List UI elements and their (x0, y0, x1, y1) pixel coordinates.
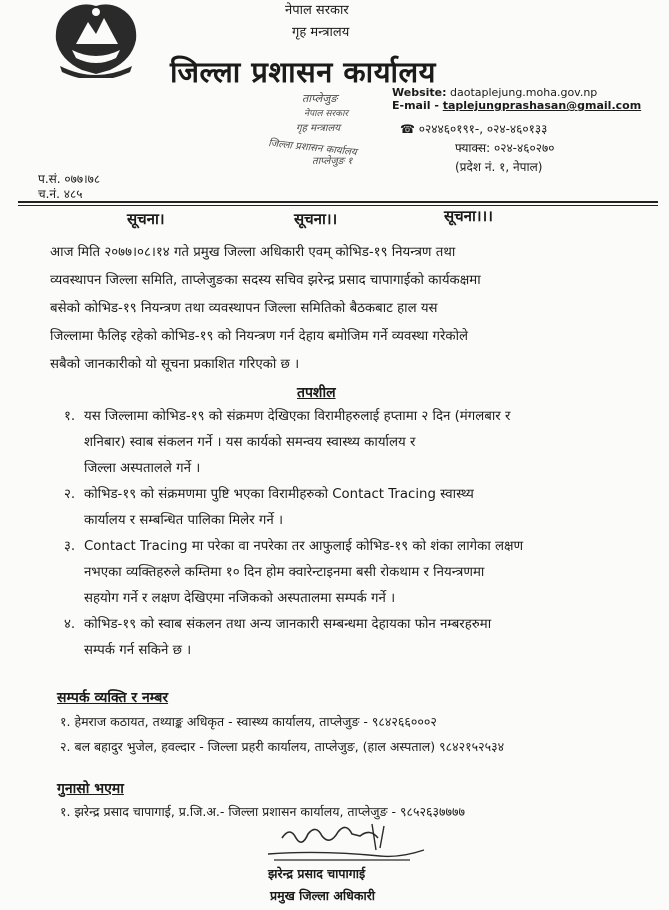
website-label: Website: (392, 86, 447, 99)
email-line (392, 99, 641, 112)
fax-number: फ्याक्स: ०२४-४६०२७० (455, 141, 555, 155)
notice-word-3: सूचना।।। (444, 207, 493, 225)
office-title: जिल्ला प्रशासन कार्यालय (170, 55, 437, 89)
item-line: जिल्ला अस्पतालले गर्ने । (84, 461, 201, 476)
details-heading: तपशील (297, 385, 336, 401)
stamp-line-4: जिल्ला प्रशासन कार्यालय (267, 138, 358, 159)
item-line: Contact Tracing मा परेका वा नपरेका तर आफुलाई कोभिड-१९ को शंका लागेका लक्षण (84, 539, 524, 554)
item-line: कार्यालय र सम्बन्धित पालिका मिलेर गर्ने । (84, 513, 283, 528)
intro-line: बसेको कोभिड-१९ नियन्त्रण तथा व्यवस्थापन जिल्ला समितिको बैठकबाट हाल यस (50, 301, 438, 316)
contact-line: १. हेमराज कठायत, तथ्याङ्क अधिकृत - स्वास्थ्य कार्यालय, ताप्लेजुङ - ९८४२६६०००२ (60, 714, 437, 729)
stamp-line-5: ताप्लेजुङ १ (312, 156, 353, 167)
reference-number: प.सं. ०७७।७८ (38, 172, 101, 186)
item-line: सहयोग गर्ने र लक्षण देखिएमा नजिकको अस्पतालमा सम्पर्क गर्ने । (84, 591, 396, 606)
item-line: नभएका व्यक्तिहरुले कम्तिमा १० दिन होम क्वारेन्टाइनमा बसी रोकथाम र नियन्त्रणमा (84, 565, 485, 580)
email-label: E-mail - (392, 99, 443, 112)
website-line (392, 86, 597, 99)
intro-line: व्यवस्थापन जिल्ला समिति, ताप्लेजुङका सदस्य सचिव झरेन्द्र प्रसाद चापागाईको कार्यकक्षमा (50, 273, 481, 288)
office-stamp (262, 86, 388, 168)
ministry-name: गृह मन्त्रालय (292, 25, 350, 40)
intro-line: जिल्लामा फैलिइ रहेको कोभिड-१९ को नियन्त्रण गर्न देहाय बमोजिम गर्ने व्यवस्था गरेकोले (50, 329, 469, 344)
signatory-name: झरेन्द्र प्रसाद चापागाई (268, 866, 366, 881)
stamp-line-3: गृह मन्त्रालय (296, 123, 341, 134)
item-number: ३. (64, 539, 76, 554)
email-address[interactable]: taplejungprashasan@gmail.com (442, 99, 642, 112)
contact-line: २. बल बहादुर भुजेल, हवल्दार - जिल्ला प्रहरी कार्यालय, ताप्लेजुङ, (हाल अस्पताल) ९८४२१५२५३४ (60, 739, 505, 754)
item-number: १. (64, 409, 76, 424)
notice-word-1: सूचना। (127, 210, 165, 228)
intro-line: सबैको जानकारीको यो सूचना प्रकाशित गरिएको छ । (50, 357, 300, 372)
province-text: (प्रदेश नं. १, नेपाल) (455, 160, 543, 174)
nepal-emblem-icon (50, 0, 142, 78)
header-divider-thin (18, 205, 658, 206)
item-number: २. (64, 487, 76, 502)
item-number: ४. (64, 617, 76, 632)
phone-number: ☎ ०२४४६०१९१-, ०२४-४६०१३३ (400, 122, 548, 136)
notice-word-2: सूचना।। (294, 210, 338, 228)
header-divider (18, 201, 658, 203)
item-line: शनिबार) स्वाब संकलन गर्ने । यस कार्यको समन्वय स्वास्थ्य कार्यालय र (84, 435, 416, 450)
complaint-line: १. झरेन्द्र प्रसाद चापागाई, प्र.जि.अ.- जिल्ला प्रशासन कार्यालय, ताप्लेजुङ - ९८५२६३७७७७ (60, 804, 465, 819)
stamp-line-2: नेपाल सरकार (304, 109, 349, 119)
dispatch-number: च.नं. ४८५ (38, 187, 83, 201)
item-line: कोभिड-१९ को स्वाब संकलन तथा अन्य जानकारी सम्बन्धमा देहायका फोन नम्बरहरुमा (84, 617, 492, 632)
website-url[interactable]: daotaplejung.moha.gov.np (450, 86, 598, 99)
item-line: यस जिल्लामा कोभिड-१९ को संक्रमण देखिएका विरामीहरुलाई हप्तामा २ दिन (मंगलबार र (84, 409, 511, 424)
item-line: कोभिड-१९ को संक्रमणमा पुष्टि भएका विरामीहरुको Contact Tracing स्वास्थ्य (84, 487, 474, 502)
signatory-title: प्रमुख जिल्ला अधिकारी (270, 888, 376, 903)
government-name: नेपाल सरकार (285, 3, 349, 18)
stamp-line-1: ताप्लेजुङ (302, 92, 338, 105)
complaint-heading: गुनासो भएमा (57, 781, 124, 797)
intro-line: आज मिति २०७७।०८।१४ गते प्रमुख जिल्ला अधिकारी एवम् कोभिड-१९ नियन्त्रण तथा (50, 245, 456, 260)
item-line: सम्पर्क गर्न सकिने छ । (84, 643, 192, 658)
contact-heading: सम्पर्क व्यक्ति र नम्बर (57, 690, 169, 706)
